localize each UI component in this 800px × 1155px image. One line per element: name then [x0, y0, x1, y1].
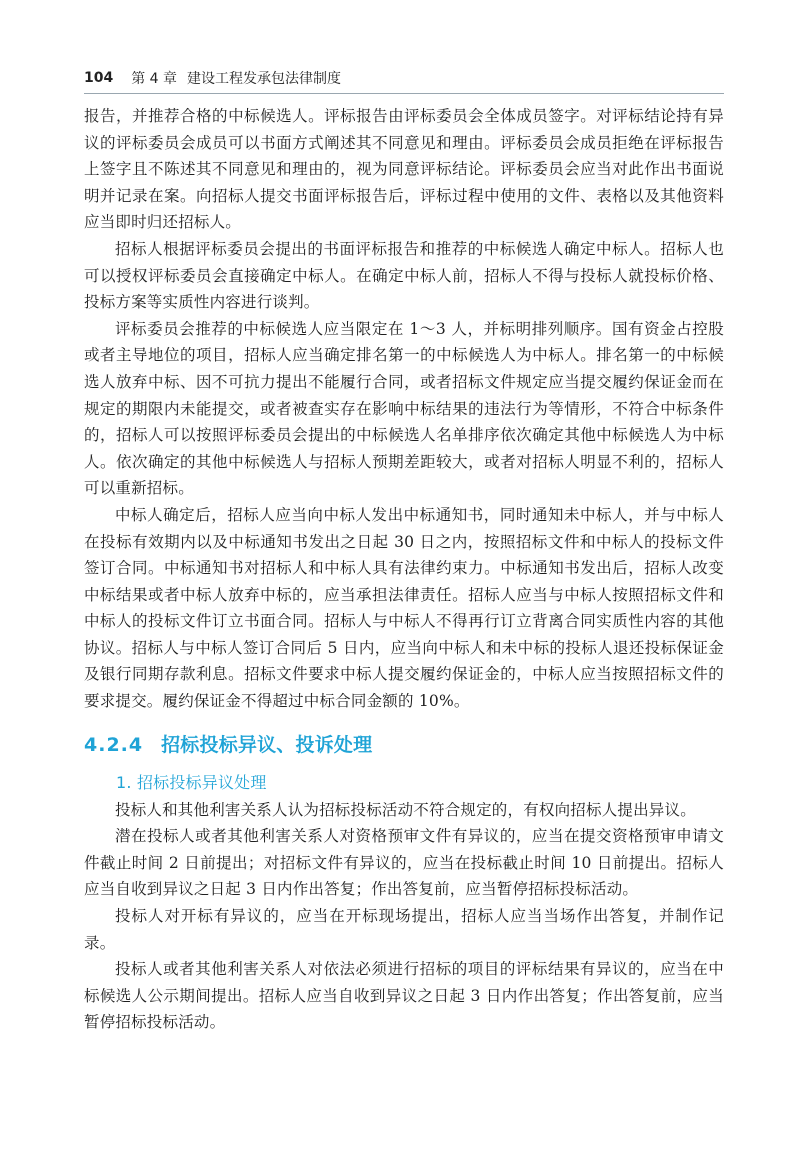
paragraph: 报告，并推荐合格的中标候选人。评标报告由评标委员会全体成员签字。对评标结论持有异议的评标委员会成员可以书面方式阐述其不同意见和理由。评标委员会成员拒绝在评标报告上签字且不陈述其不同意见和理由的，视为同意评标结论。评标委员会应当对此作出书面说明并记录在案。向招标人提交书面评标报告后，评标过程中使用的文件、表格以及其他资料应当即时归还招标人。	[84, 107, 724, 232]
paragraph: 招标人根据评标委员会提出的书面评标报告和推荐的中标候选人确定中标人。招标人也可以授权评标委员会直接确定中标人。在确定中标人前，招标人不得与投标人就投标价格、投标方案等实质性内容进行谈判。	[84, 239, 724, 312]
running-header	[84, 64, 724, 92]
header-rule	[84, 93, 724, 94]
chapter-title: 建设工程发承包法律制度	[187, 71, 342, 87]
paragraph: 评标委员会推荐的中标候选人应当限定在 1～3 人，并标明排列顺序。国有资金占控股或者主导地位的项目，招标人应当确定排名第一的中标候选人为中标人。排名第一的中标候选人放弃中标、因不可抗力提出不能履行合同，或者招标文件规定应当提交履约保证金而在规定的期限内未能提交，或者被查实存在影响中标结果的违法行为等情形，不符合中标条件的，招标人可以按照评标委员会提出的中标候选人名单排序依次确定其他中标候选人为中标人。依次确定的其他中标候选人与招标人预期差距较大，或者对招标人明显不利的，招标人可以重新招标。	[84, 319, 724, 498]
page-number: 104	[84, 70, 114, 86]
body-text	[84, 103, 724, 1036]
paragraph: 投标人对开标有异议的，应当在开标现场提出，招标人应当当场作出答复，并制作记录。	[84, 907, 724, 952]
paragraph: 投标人或者其他利害关系人对依法必须进行招标的项目的评标结果有异议的，应当在中标候选人公示期间提出。招标人应当自收到异议之日起 3 日内作出答复；作出答复前，应当暂停招标投标活动。	[84, 960, 724, 1032]
subsection-heading: 1. 招标投标异议处理	[116, 772, 267, 792]
paragraph: 潜在投标人或者其他利害关系人对资格预审文件有异议的，应当在提交资格预审申请文件截止时间 2 日前提出；对招标文件有异议的，应当在投标截止时间 10 日前提出。招标人应当自收到异议之日起 3 日内作出答复；作出答复前，应当暂停招标投标活动。	[84, 827, 724, 899]
section-number: 4.2.4	[84, 733, 144, 756]
paragraph: 投标人和其他利害关系人认为招标投标活动不符合规定的，有权向招标人提出异议。	[115, 800, 696, 819]
section-heading	[84, 731, 724, 759]
paragraph: 中标人确定后，招标人应当向中标人发出中标通知书，同时通知未中标人，并与中标人在投标有效期内以及中标通知书发出之日起 30 日之内，按照招标文件和中标人的投标文件签订合同。中标通知书对招标人和中标人具有法律约束力。中标通知书发出后，招标人改变中标结果或者中标人放弃中标的，应当承担法律责任。招标人应当与中标人按照招标文件和中标人的投标文件订立书面合同。招标人与中标人不得再行订立背离合同实质性内容的其他协议。招标人与中标人签订合同后 5 日内，应当向中标人和未中标的投标人退还投标保证金及银行同期存款利息。招标文件要求中标人提交履约保证金的，中标人应当按照招标文件的要求提交。履约保证金不得超过中标合同金额的 10%。	[84, 505, 724, 711]
section-title: 招标投标异议、投诉处理	[161, 733, 373, 756]
chapter-number: 第 4 章	[131, 71, 178, 87]
